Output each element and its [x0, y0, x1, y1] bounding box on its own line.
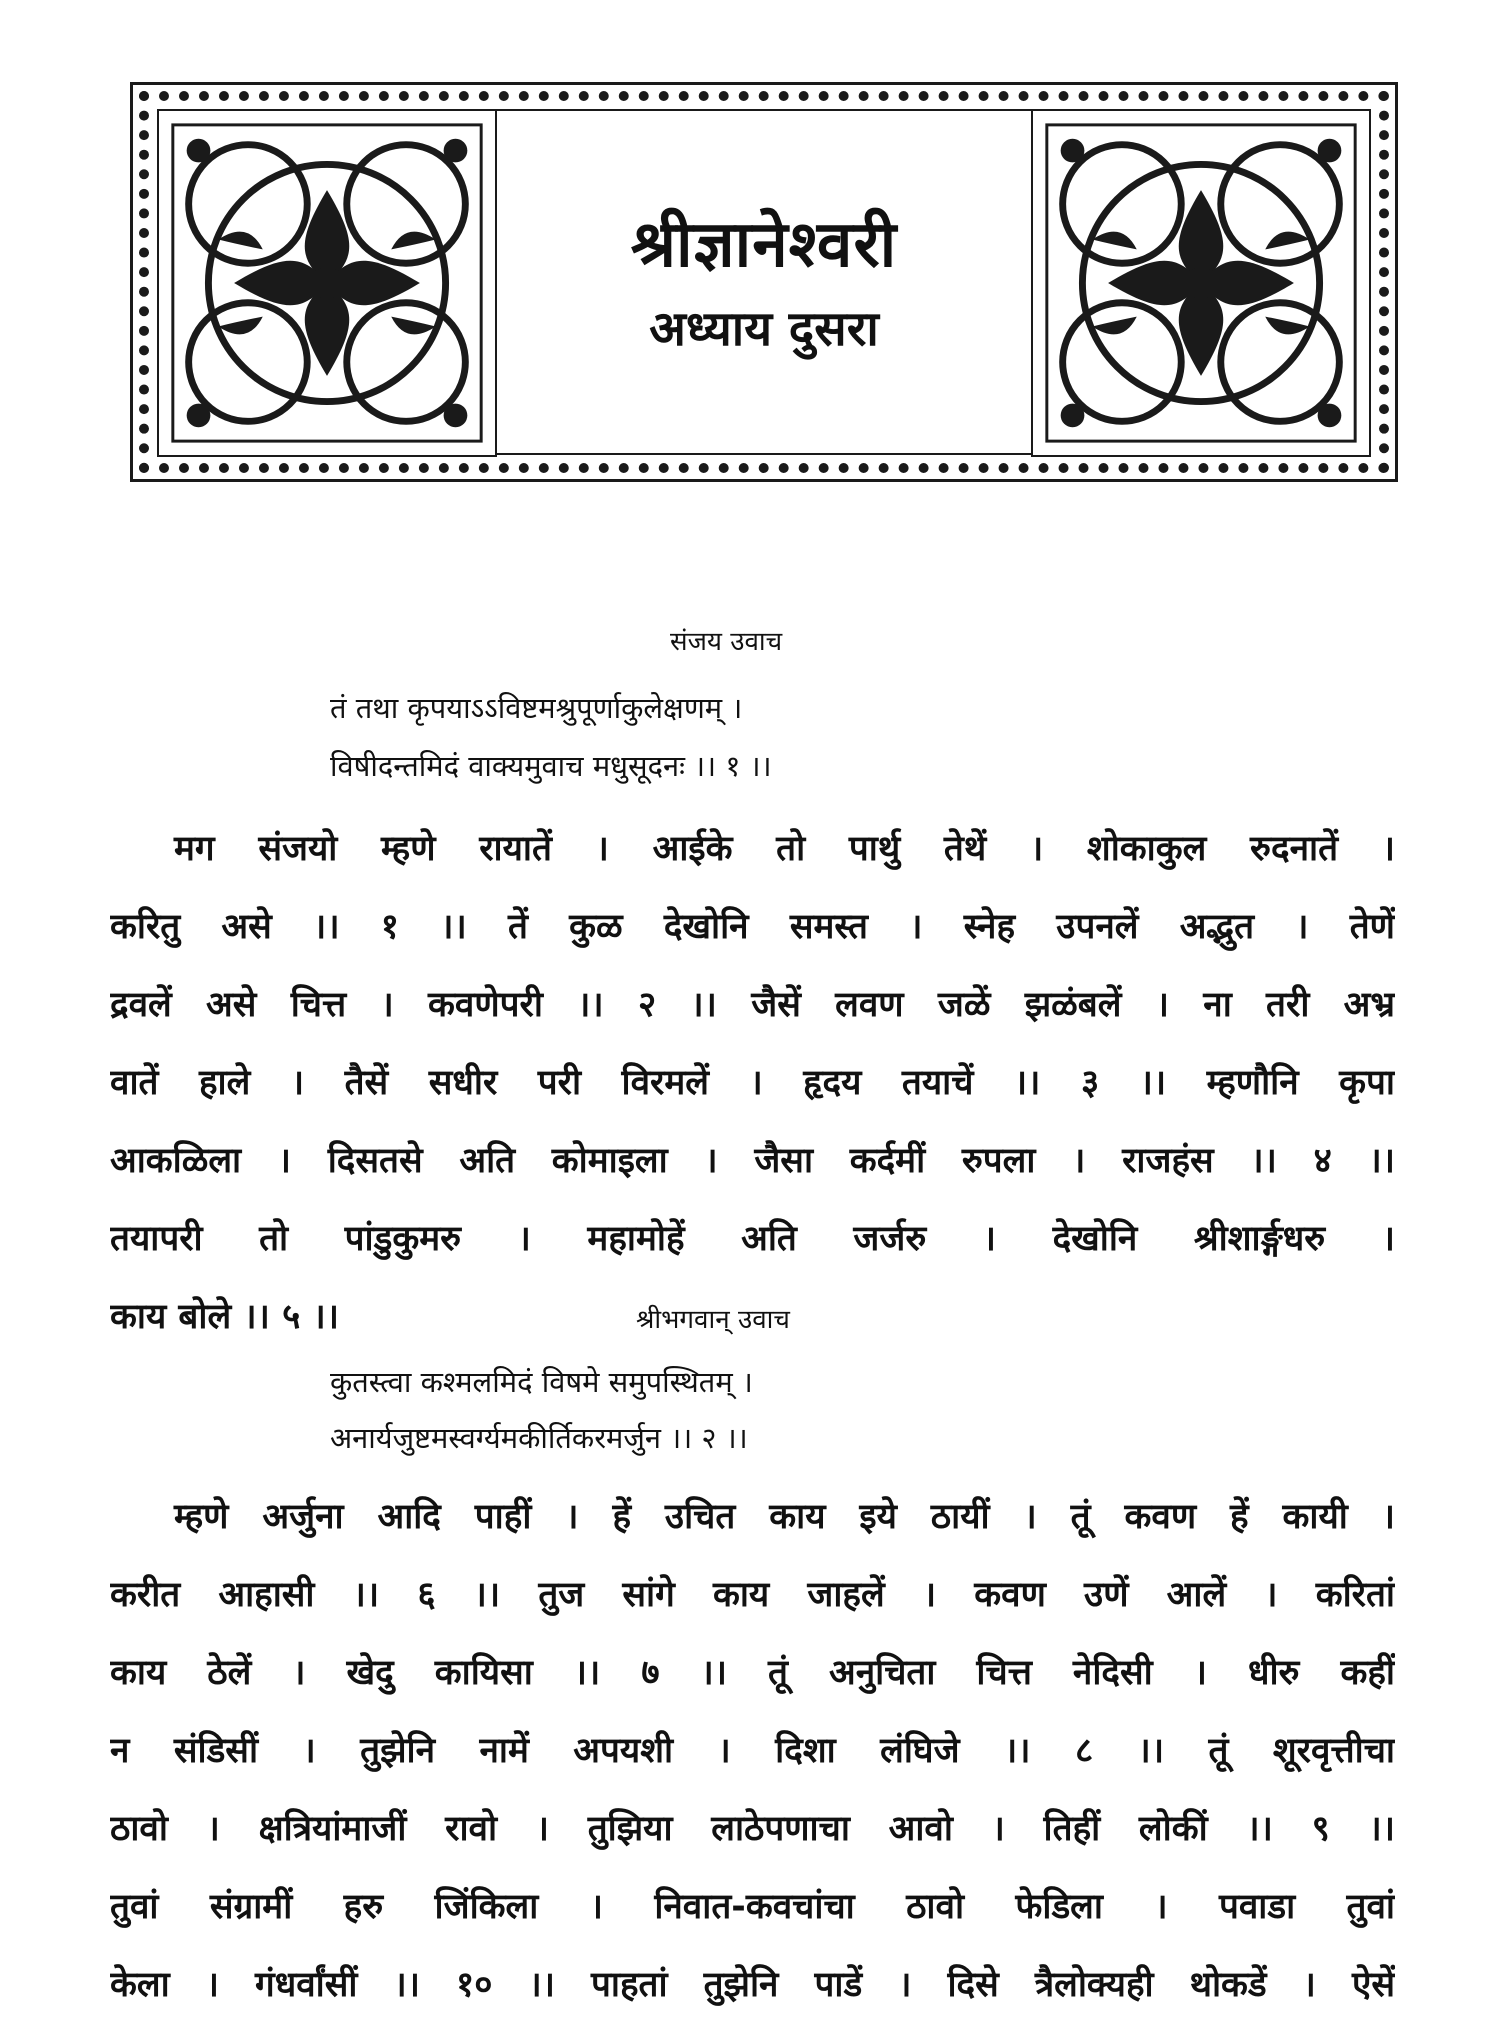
page-title: श्रीज्ञानेश्वरी	[630, 208, 898, 283]
left-floral-ornament	[157, 109, 497, 457]
chapter-header-frame	[130, 82, 1398, 482]
floral-ornament-icon	[1033, 111, 1369, 455]
ovi-line: तयापरी तो पांडुकुमरु । महामोहें अति जर्जरु । देखोनि श्रीशार्ङ्गधरु ।	[110, 1219, 1395, 1259]
ovi-line: करितु असे ।। १ ।। तें कुळ देखोनि समस्त । स्नेह उपनलें अद्भुत । तेणें	[110, 907, 1395, 947]
ovi-line: मग संजयो म्हणे रायातें । आईके तो पार्थु तेथें । शोकाकुल रुदनातें ।	[174, 829, 1395, 869]
title-block	[497, 109, 1031, 457]
ovi-block	[110, 810, 1395, 1356]
ovi-line: आकळिला । दिसतसे अति कोमाइला । जैसा कर्दमीं रुपला । राजहंस ।। ४ ।।	[110, 1141, 1395, 1181]
speaker-heading: श्रीभगवान् उवाच	[636, 1305, 790, 1335]
chapter-subtitle: अध्याय दुसरा	[649, 300, 879, 357]
ovi-line: वातें हाले । तैसें सधीर परी विरमलें । हृदय तयाचें ।। ३ ।। म्हणौनि कृपा	[110, 1063, 1395, 1103]
ovi-line: द्रवलें असे चित्त । कवणेपरी ।। २ ।। जैसें लवण जळें झळंबलें । ना तरी अभ्र	[110, 985, 1395, 1025]
speaker-heading: संजय उवाच	[670, 627, 783, 657]
shloka-line: कुतस्त्वा कश्मलमिदं विषमे समुपस्थितम् ।	[330, 1365, 753, 1399]
ovi-block	[110, 1478, 1395, 2024]
shloka-line: अनार्यजुष्टमस्वर्ग्यमकीर्तिकरमर्जुन ।। २ ।।	[330, 1421, 748, 1455]
ovi-line: न संडिसीं । तुझेनि नामें अपयशी । दिशा लंघिजे ।। ८ ।। तूं शूरवृत्तीचा	[110, 1731, 1395, 1771]
ovi-line: तुवां संग्रामीं हरु जिंकिला । निवात-कवचांचा ठावो फेडिला । पवाडा तुवां	[110, 1887, 1395, 1927]
ovi-line: केला । गंधर्वांसीं ।। १० ।। पाहतां तुझेनि पाडें । दिसे त्रैलोक्यही थोकडें । ऐसें	[110, 1965, 1395, 2005]
shloka-line: तं तथा कृपयाऽऽविष्टमश्रुपूर्णाकुलेक्षणम् ।	[330, 691, 743, 725]
ovi-line: म्हणे अर्जुना आदि पाहीं । हें उचित काय इये ठायीं । तूं कवण हें कायी ।	[174, 1497, 1395, 1537]
shloka-line: विषीदन्तमिदं वाक्यमुवाच मधुसूदनः ।। १ ।।	[330, 749, 772, 783]
ovi-line: काय बोले ।। ५ ।।	[110, 1297, 340, 1337]
right-floral-ornament	[1031, 109, 1371, 457]
floral-ornament-icon	[159, 111, 495, 455]
ovi-line: काय ठेलें । खेदु कायिसा ।। ७ ।। तूं अनुचिता चित्त नेदिसी । धीरु कहीं	[110, 1653, 1395, 1693]
ovi-line: ठावो । क्षत्रियांमाजीं रावो । तुझिया लाठेपणाचा आवो । तिहीं लोकीं ।। ९ ।।	[110, 1809, 1395, 1849]
ovi-line: करीत आहासी ।। ६ ।। तुज सांगे काय जाहलें । कवण उणें आलें । करितां	[110, 1575, 1395, 1615]
